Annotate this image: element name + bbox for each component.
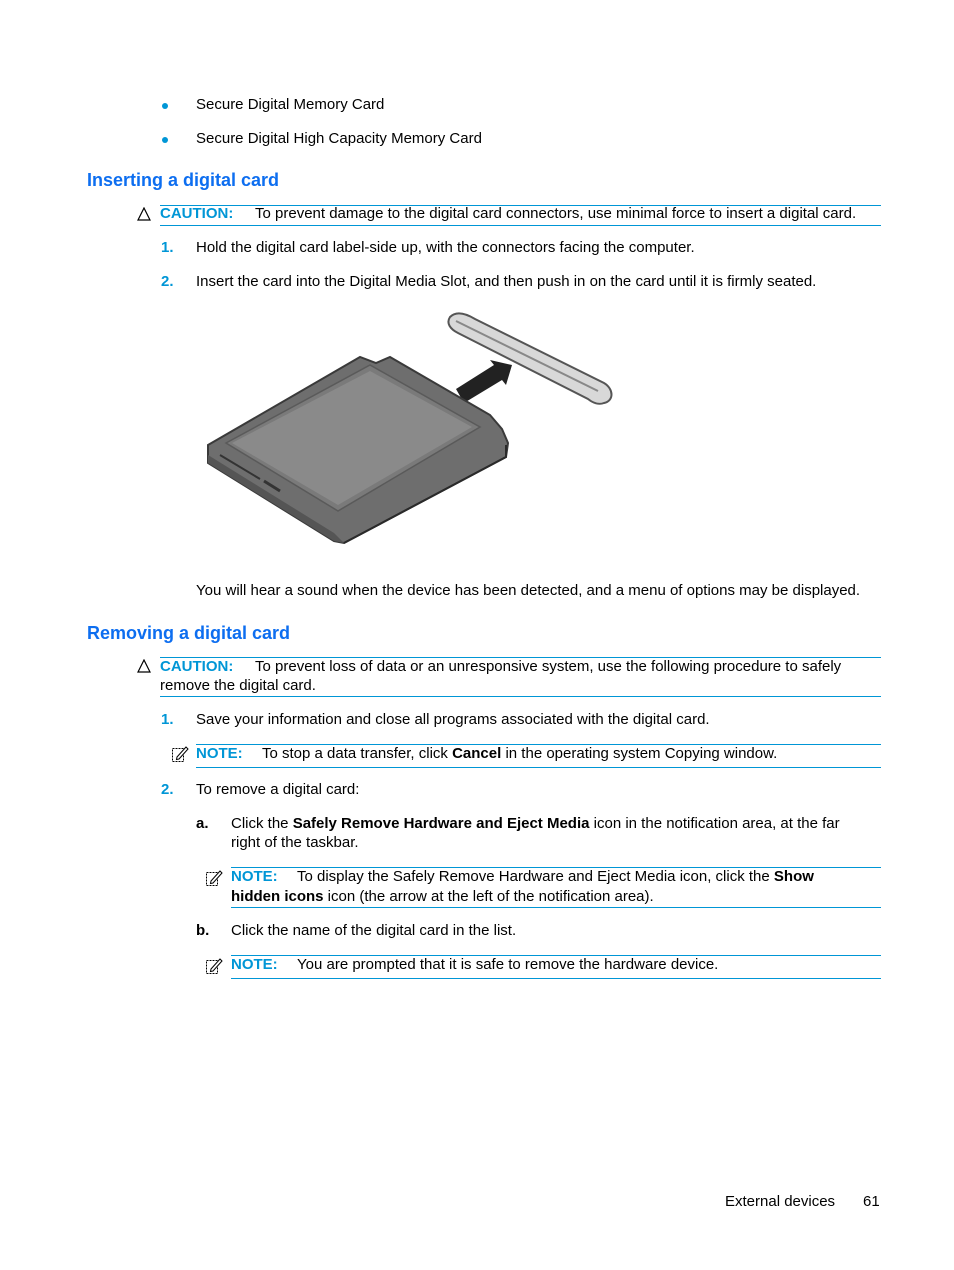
note-text-line1: [297, 868, 814, 886]
note-text-pre: To stop a data transfer, click: [262, 745, 453, 762]
bullet-dot: [162, 103, 168, 109]
note-text-post: icon (the arrow at the left of the notification area).: [323, 888, 654, 905]
step-text: Hold the digital card label-side up, with the connectors facing the computer.: [196, 239, 695, 256]
substep-letter: a.: [196, 815, 209, 832]
note-label: NOTE:: [231, 868, 278, 885]
after-image-text: You will hear a sound when the device has been detected, and a menu of options may be displayed.: [196, 582, 861, 599]
caution-label: CAUTION:: [160, 205, 234, 222]
insert-arrow-graphic: [456, 360, 512, 403]
caution-text: To prevent damage to the digital card connectors, use minimal force to insert a digital card.: [255, 205, 857, 222]
note-text-bold: Show: [773, 868, 814, 885]
note-bottom-rule: [231, 907, 881, 908]
note-text-bold: Cancel: [452, 745, 502, 762]
note-text: You are prompted that it is safe to remove the hardware device.: [297, 956, 719, 973]
note-text-line2: [231, 888, 654, 906]
note-label-block: [231, 868, 278, 886]
caution-text-line2: remove the digital card.: [160, 677, 316, 694]
substep-text-line1: [231, 815, 840, 833]
note-pencil-icon: [205, 869, 223, 887]
caution-triangle-icon: [137, 659, 151, 673]
caution-label-block: [160, 658, 233, 676]
note-text-bold: hidden icons: [231, 888, 324, 905]
step-number: 1.: [161, 239, 174, 256]
footer-page-number: 61: [863, 1193, 880, 1210]
bullet-item: Secure Digital Memory Card: [196, 96, 385, 113]
step-number: 2.: [161, 781, 174, 798]
caution-block: [160, 205, 233, 223]
note-label-block: [196, 745, 243, 763]
note-pencil-icon: [171, 745, 189, 763]
substep-text: Click the name of the digital card in the list.: [231, 922, 517, 939]
note-text-pre: To display the Safely Remove Hardware and Eject Media icon, click the: [297, 868, 774, 885]
step-text: Insert the card into the Digital Media Slot, and then push in on the card until it is firmly seated.: [196, 273, 817, 290]
bullet-dot: [162, 137, 168, 143]
sd-card-illustration: [200, 305, 620, 550]
substep-text-post: icon in the notification area, at the far: [589, 815, 840, 832]
note-pencil-icon: [205, 957, 223, 975]
note-bottom-rule: [196, 767, 881, 768]
section-heading-removing: Removing a digital card: [87, 623, 291, 643]
substep-text-bold: Safely Remove Hardware and Eject Media: [292, 815, 590, 832]
note-bottom-rule: [231, 978, 881, 979]
note-text-post: in the operating system Copying window.: [501, 745, 778, 762]
caution-triangle-icon: [137, 207, 151, 221]
step-text: Save your information and close all programs associated with the digital card.: [196, 711, 710, 728]
step-number: 1.: [161, 711, 174, 728]
caution-text-line1: To prevent loss of data or an unresponsive system, use the following procedure to safely: [255, 658, 842, 675]
note-text: [262, 745, 777, 763]
bullet-item: Secure Digital High Capacity Memory Card: [196, 130, 482, 147]
caution-bottom-rule: [160, 225, 881, 226]
step-text: To remove a digital card:: [196, 781, 360, 798]
section-heading-inserting: Inserting a digital card: [87, 170, 280, 190]
step-number: 2.: [161, 273, 174, 290]
footer-section-title: External devices: [725, 1193, 836, 1210]
caution-bottom-rule: [160, 696, 881, 697]
note-label: NOTE:: [196, 745, 243, 762]
substep-letter: b.: [196, 922, 210, 939]
substep-text-line2: right of the taskbar.: [231, 834, 359, 851]
note-label: NOTE:: [231, 956, 278, 973]
caution-label: CAUTION:: [160, 658, 234, 675]
note-label-block: [231, 956, 278, 974]
substep-text-pre: Click the: [231, 815, 293, 832]
